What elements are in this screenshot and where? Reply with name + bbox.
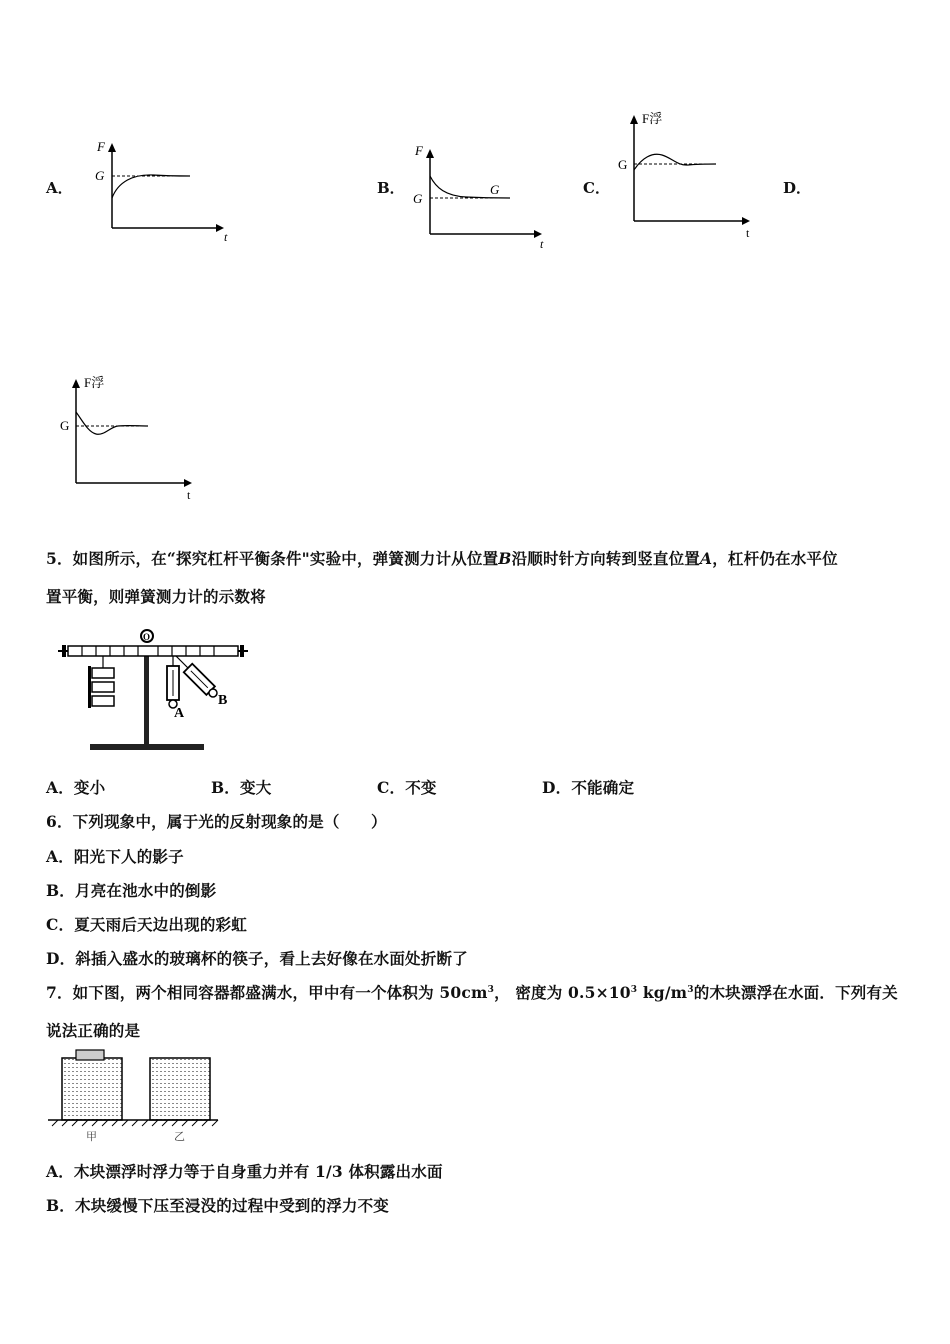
axis-label-t: t <box>540 237 544 251</box>
q5-stem-line2: 置平衡，则弹簧测力计的示数将 <box>46 587 266 606</box>
axis-label-g: G <box>413 191 423 206</box>
q4-option-c-label: C． <box>583 179 610 197</box>
q6-option-d: D．斜插入盛水的玻璃杯的筷子，看上去好像在水面处折断了 <box>46 949 468 968</box>
q4-graph-d <box>54 372 204 502</box>
axis-label-f-buoy: F浮 <box>84 375 105 390</box>
q6-option-b: B．月亮在池水中的倒影 <box>46 881 217 900</box>
q5-stem-line1 <box>46 547 838 569</box>
q4-graph-c <box>612 108 762 240</box>
q7-option-b: B．木块缓慢下压至浸没的过程中受到的浮力不变 <box>46 1196 390 1215</box>
axis-label-t: t <box>746 226 750 240</box>
q5-pos-a: A <box>700 549 713 568</box>
pivot-label-o: O <box>143 632 151 642</box>
superscript: 3 <box>687 984 694 995</box>
q7-option-a: A．木块漂浮时浮力等于自身重力并有 1/3 体积露出水面 <box>46 1162 443 1181</box>
wood-block <box>76 1050 104 1060</box>
q7-text: 的木块漂浮在水面．下列有关 <box>693 983 898 1002</box>
q5-option-d: D．不能确定 <box>542 778 635 797</box>
axis-label-f: F <box>97 139 105 154</box>
q7-stem-line2: 说法正确的是 <box>46 1021 141 1040</box>
q7-containers-figure <box>48 1046 223 1146</box>
q7-text: ， 密度为 0.5×10 <box>494 983 631 1002</box>
q6-option-c: C．夏天雨后天边出现的彩虹 <box>46 915 247 934</box>
q5-text: 5．如图所示，在“探究杠杆平衡条件"实验中，弹簧测力计从位置 <box>46 549 499 568</box>
position-label-a: A <box>174 706 185 721</box>
superscript: 3 <box>630 984 638 995</box>
q7-stem-line1 <box>46 981 898 1003</box>
q7-text: kg/m <box>637 983 688 1002</box>
q4-option-a-label: A． <box>46 179 73 197</box>
position-label-b: B <box>218 693 228 708</box>
axis-label-t: t <box>187 488 191 502</box>
q5-lever-figure <box>58 626 248 756</box>
q6-option-a: A．阳光下人的影子 <box>46 847 184 866</box>
q5-option-c: C．不变 <box>377 778 437 797</box>
q7-text: 7．如下图，两个相同容器都盛满水，甲中有一个体积为 50cm <box>46 983 488 1002</box>
q4-option-d-label: D． <box>783 179 812 197</box>
axis-label-g: G <box>618 157 628 172</box>
container-label-yi: 乙 <box>174 1131 185 1143</box>
axis-label-f-buoy: F浮 <box>642 111 663 126</box>
q6-stem: 6．下列现象中，属于光的反射现象的是（ ） <box>46 812 387 831</box>
q4-graph-b <box>406 140 556 252</box>
axis-label-t: t <box>224 230 228 244</box>
curve-label-g: G <box>490 182 500 197</box>
superscript: 3 <box>487 984 495 995</box>
axis-label-g: G <box>95 168 105 183</box>
q5-pos-b: B <box>498 549 512 568</box>
q5-option-a: A．变小 <box>46 778 106 797</box>
container-label-jia: 甲 <box>86 1131 97 1143</box>
q5-text: ，杠杆仍在水平位 <box>712 549 838 568</box>
axis-label-g: G <box>60 418 70 433</box>
axis-label-f: F <box>415 143 423 158</box>
q4-graph-a <box>88 136 238 246</box>
q4-option-b-label: B． <box>377 179 405 197</box>
q5-text: 沿顺时针方向转到竖直位置 <box>511 549 700 568</box>
q5-option-b: B．变大 <box>211 778 272 797</box>
